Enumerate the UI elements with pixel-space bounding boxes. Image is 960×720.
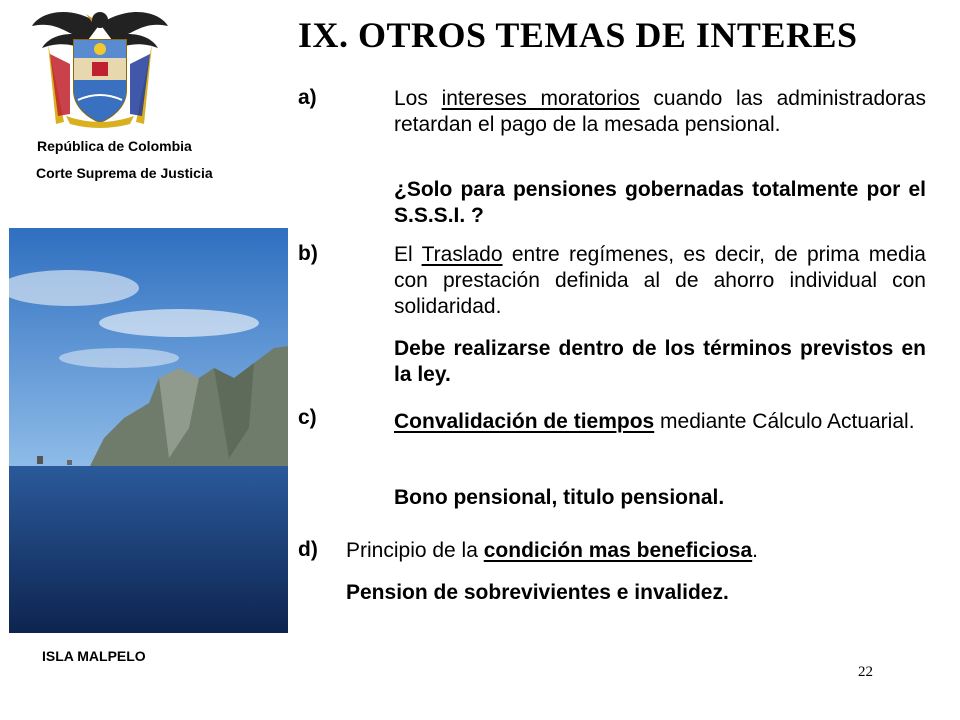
item-b-term: Traslado [421, 243, 503, 266]
page-number: 22 [858, 664, 873, 680]
item-c-label: c) [298, 406, 317, 429]
institution-court: Corte Suprema de Justicia [36, 165, 213, 181]
photo-caption: ISLA MALPELO [42, 648, 146, 664]
page-title: IX. OTROS TEMAS DE INTERES [298, 15, 858, 55]
item-a-term: intereses moratorios [441, 87, 640, 110]
item-d-note: Pension de sobrevivientes e invalidez. [346, 581, 729, 604]
item-b-label: b) [298, 242, 318, 265]
item-a-note: ¿Solo para pensiones gobernadas totalmente por el S.S.S.I. ? [394, 178, 926, 227]
item-b-note: Debe realizarse dentro de los términos previstos en la ley. [394, 337, 926, 386]
item-a-label: a) [298, 86, 317, 109]
item-a-text: Los intereses moratorios cuando las administradoras retardan el pago de la mesada pensional. [394, 87, 926, 136]
island-photo [9, 228, 288, 633]
item-c-note: Bono pensional, titulo pensional. [394, 486, 725, 509]
item-c-text: Convalidación de tiempos mediante Cálculo Actuarial. [394, 410, 915, 433]
item-d-term: condición mas beneficiosa [483, 539, 753, 562]
item-d-label: d) [298, 538, 318, 561]
item-b-text: El Traslado entre regímenes, es decir, de prima media con prestación definida al de ahorro individual con solidaridad. [394, 243, 926, 318]
institution-country: República de Colombia [37, 138, 192, 154]
item-d-text: Principio de la condición mas beneficiosa. [346, 539, 758, 562]
coat-of-arms-logo [30, 4, 170, 132]
item-c-term: Convalidación de tiempos [394, 410, 655, 433]
